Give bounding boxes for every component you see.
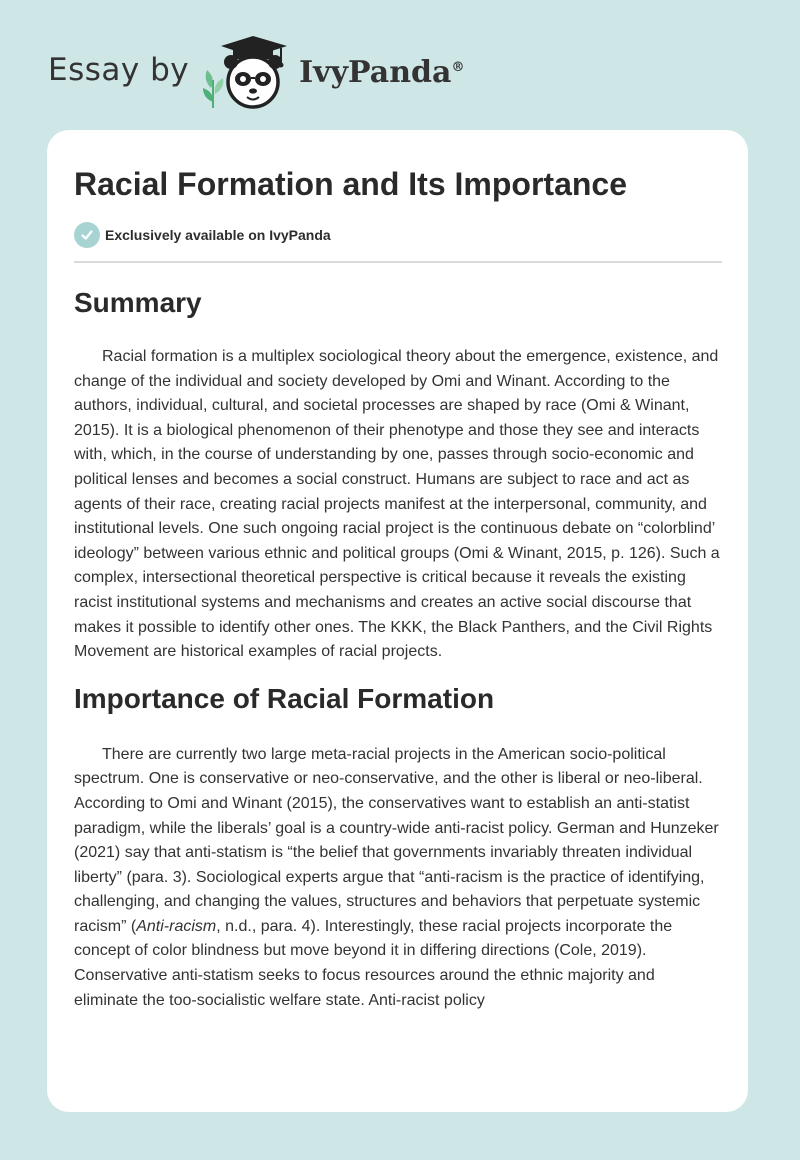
anti-racism-citation: Anti-racism: [136, 917, 217, 935]
page-title: Racial Formation and Its Importance: [74, 166, 627, 202]
exclusive-badge: [74, 222, 722, 248]
exclusive-badge-label: Exclusively available on IvyPanda: [105, 227, 331, 243]
panda-graduate-icon: [201, 36, 297, 112]
check-circle-icon: [74, 222, 100, 248]
summary-paragraph: Racial formation is a multiplex sociological theory about the emergence, existence, and change of the individual and society developed by Omi and Winant. According to the authors, individual, cultural, and societal processes are shaped by race (Omi & Winant, 2015). It is a biological phenomenon of their phenotype and those they see and interacts with, which, in the course of understanding by one, passes through socio-economic and political lenses and becomes a social construct. Humans are subject to race and act as agents of their race, creating racial projects manifest at the interpersonal, community, and institutional levels. One such ongoing racial project is the continuous debate on “colorblind’ ideology” between various ethnic and political groups (Omi & Winant, 2015, p. 126). Such a complex, intersectional theoretical perspective is critical because it reveals the existing racist institutional systems and mechanisms and creates an active social discourse that makes it possible to identify other ones. The KKK, the Black Panthers, and the Civil Rights Movement are historical examples of racial projects.: [74, 348, 720, 661]
divider: [74, 261, 722, 263]
brand-name: IvyPanda®: [299, 54, 465, 90]
summary-heading: Summary: [74, 287, 202, 318]
importance-paragraph: There are currently two large meta-racial projects in the American socio-political spectrum. One is conservative or neo-conservative, and the other is liberal or neo-liberal. According to Omi and Winant (2015), the conservatives want to establish an anti-statist paradigm, while the liberals’ goal is a country-wide anti-racist policy. German and Hunzeker (2021) say that anti-statism is “the belief that governments invariably threaten individual liberty” (para. 3). Sociological experts argue that “anti-racism is the practice of identifying, challenging, and changing the values, structures and behaviors that perpetuate systemic racism” (Anti-racism, n.d., para. 4). Interestingly, these racial projects incorporate the concept of color blindness but move beyond it in differing directions (Cole, 2019). Conservative anti-statism seeks to focus resources around the ethnic majority and eliminate the too-socialistic welfare state. Anti-racist policy: [74, 745, 719, 1009]
essay-card: [47, 130, 748, 1112]
importance-heading: Importance of Racial Formation: [74, 682, 495, 714]
brand-header[interactable]: [48, 36, 464, 112]
brand-prefix: Essay by: [48, 52, 190, 88]
